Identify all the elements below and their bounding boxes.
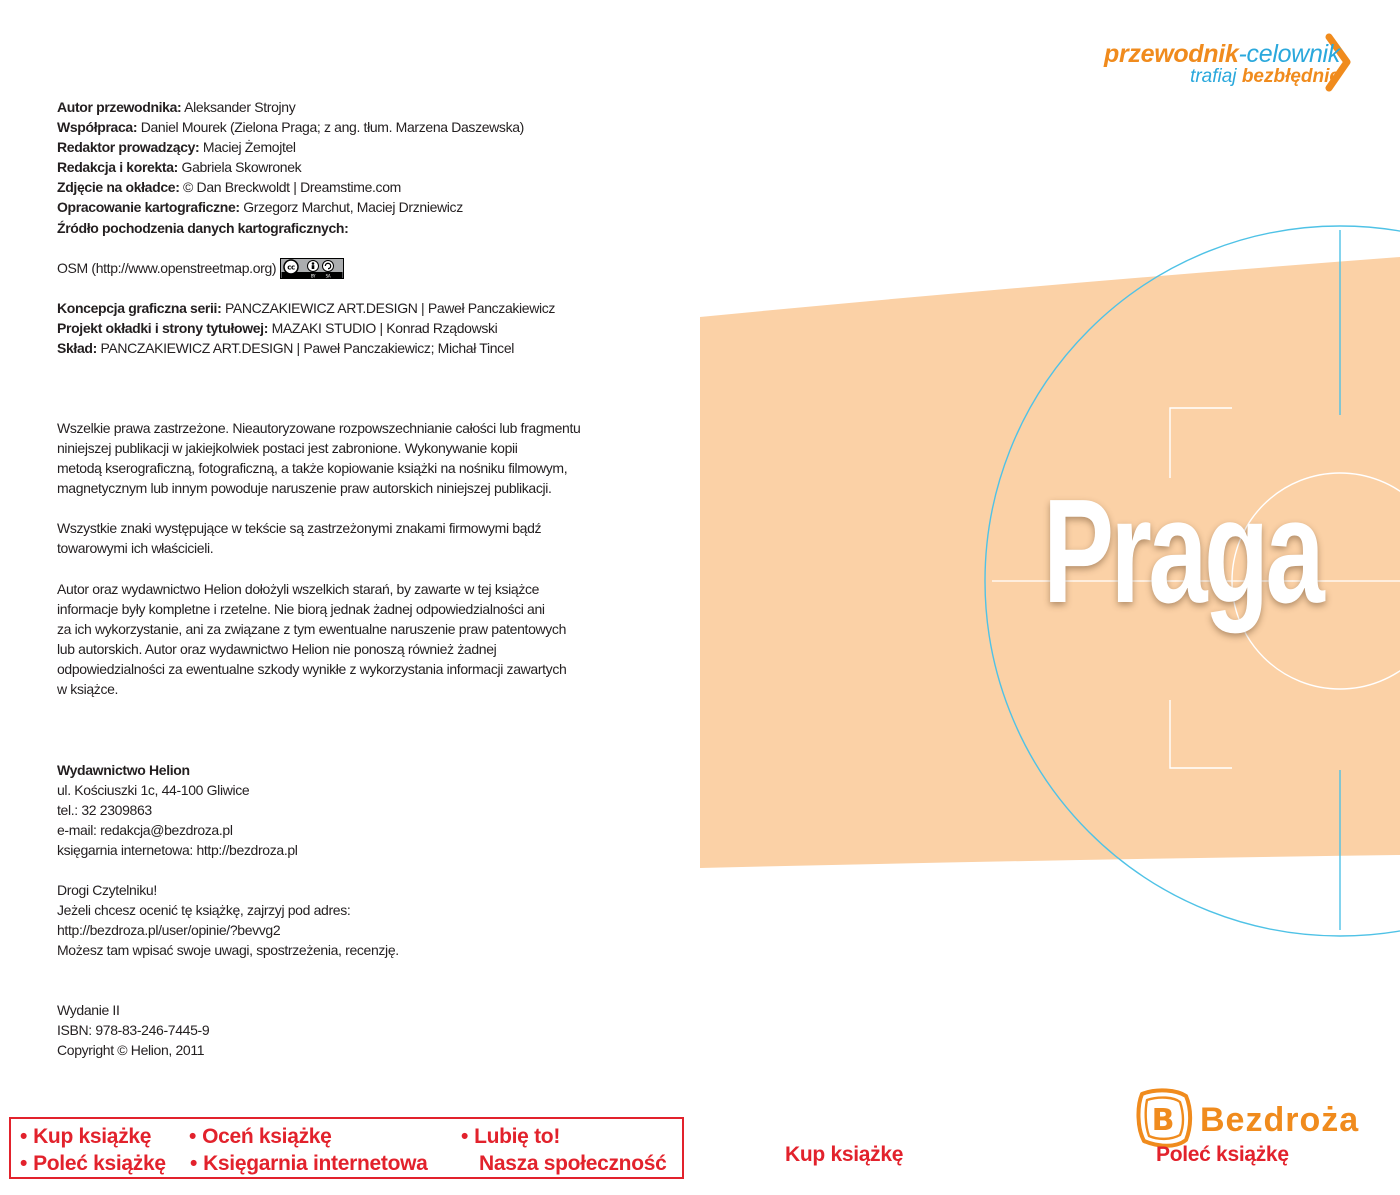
publisher-address: ul. Kościuszki 1c, 44-100 Gliwice xyxy=(57,782,250,799)
publisher-name: Wydawnictwo Helion xyxy=(57,762,190,778)
design-credit-typesetting: Skład: PANCZAKIEWICZ ART.DESIGN | Paweł Panczakiewicz; Michał Tincel xyxy=(57,340,515,357)
online-bookstore-link[interactable]: • Księgarnia internetowa xyxy=(190,1152,428,1175)
review-url: http://bezdroza.pl/user/opinie/?bevvg2 xyxy=(57,922,281,939)
cc-glyph: cc xyxy=(287,263,296,272)
publisher-email: e-mail: redakcja@bezdroza.pl xyxy=(57,822,233,839)
series-brand xyxy=(1078,34,1378,98)
publisher-block xyxy=(57,760,298,860)
credit-line-proofreading: Redakcja i korekta: Gabriela Skowronek xyxy=(57,159,302,176)
buy-book-link-cover[interactable]: Kup książkę xyxy=(785,1143,904,1166)
series-brand-line1: przewodnik-celownik xyxy=(1103,40,1340,68)
legal-paragraph-liability: Autor oraz wydawnictwo Helion dołożyli wszelkich starań, by zawarte w tej książce informacje były kompletne i rzetelne. Nie biorą jednak żadnej odpowiedzialności ani za ich wykorzystanie, ani za związane z tym ewentualne naruszenie praw patentowych lub autorskich. Autor oraz wydawnictwo Helion nie ponoszą również żadnej odpowiedzialności za ewentualne szkody wynikłe z wykorzystania informacji zawartych w książce. xyxy=(57,581,567,698)
buy-book-link[interactable]: • Kup książkę xyxy=(20,1125,152,1148)
bezdroza-logo-mark-icon xyxy=(1138,1090,1190,1145)
cover-title: Praga xyxy=(1043,469,1322,634)
cc-license-badge-icon xyxy=(280,258,344,279)
isbn: ISBN: 978-83-246-7445-9 xyxy=(57,1022,210,1039)
osm-source-line xyxy=(57,258,344,280)
cc-by-label: BY xyxy=(311,273,316,279)
publisher-logo-name: Bezdroża xyxy=(1200,1101,1360,1139)
community-link[interactable]: Nasza społeczność xyxy=(479,1152,667,1175)
credit-line-cover-photo: Zdjęcie na okładce: © Dan Breckwoldt | Dreamstime.com xyxy=(57,179,401,196)
reader-note-block: Drogi Czytelniku! Jeżeli chcesz ocenić tę książkę, zajrzyj pod adres: http://bezdroza.pl/user/opinie/?bevvg2 Możesz tam wpisać swoje uwagi, spostrzeżenia, recenzję. xyxy=(57,882,399,959)
credit-line-cartography: Opracowanie kartograficzne: Grzegorz Marchut, Maciej Drzniewicz xyxy=(57,199,463,216)
series-brand-line2: trafiaj bezbłędnie xyxy=(1190,66,1340,87)
credit-line-cooperation: Współpraca: Daniel Mourek (Zielona Praga; z ang. tłum. Marzena Daszewska) xyxy=(57,119,524,136)
copyright: Copyright © Helion, 2011 xyxy=(57,1042,205,1059)
credit-line-editor: Redaktor prowadzący: Maciej Żemojtel xyxy=(57,139,296,156)
edition-number: Wydanie II xyxy=(57,1002,120,1018)
credit-line-author: Autor przewodnika: Aleksander Strojny xyxy=(57,99,296,115)
like-it-link[interactable]: • Lubię to! xyxy=(461,1125,561,1148)
right-page-cover xyxy=(700,0,1400,1195)
credit-line-map-source: Źródło pochodzenia danych kartograficznych: xyxy=(57,219,349,236)
osm-source-text: OSM (http://www.openstreetmap.org) xyxy=(57,260,277,276)
credits-block xyxy=(57,97,524,238)
recommend-book-link[interactable]: • Poleć książkę xyxy=(20,1152,166,1175)
design-credit-cover: Projekt okładki i strony tytułowej: MAZAKI STUDIO | Konrad Rządowski xyxy=(57,320,498,337)
design-credits-block xyxy=(57,298,555,358)
design-credit-series: Koncepcja graficzna serii: PANCZAKIEWICZ ART.DESIGN | Paweł Panczakiewicz xyxy=(57,300,556,316)
cc-sa-label: SA xyxy=(325,273,331,279)
edition-block xyxy=(57,1000,209,1060)
bezdroza-logo-letter: B xyxy=(1151,1103,1175,1138)
publisher-bookstore: księgarnia internetowa: http://bezdroza.pl xyxy=(57,842,298,859)
rate-book-link[interactable]: • Oceń książkę xyxy=(189,1125,332,1148)
legal-paragraph-trademarks: Wszystkie znaki występujące w tekście są zastrzeżonymi znakami firmowymi bądź towarowymi ich właścicieli. xyxy=(57,520,542,557)
legal-paragraph-rights: Wszelkie prawa zastrzeżone. Nieautoryzowane rozpowszechnianie całości lub fragmentu niniejszej publikacji w jakiejkolwiek postaci jest zabronione. Wykonywanie kopii metodą kserograficzną, fotograficzną, a także kopiowanie książki na nośniku filmowym, magnetycznym lub innym powoduje naruszenie praw autorskich niniejszej publikacji. xyxy=(57,420,581,497)
recommend-book-link-cover[interactable]: Poleć książkę xyxy=(1156,1143,1289,1166)
publisher-phone: tel.: 32 2309863 xyxy=(57,802,152,819)
